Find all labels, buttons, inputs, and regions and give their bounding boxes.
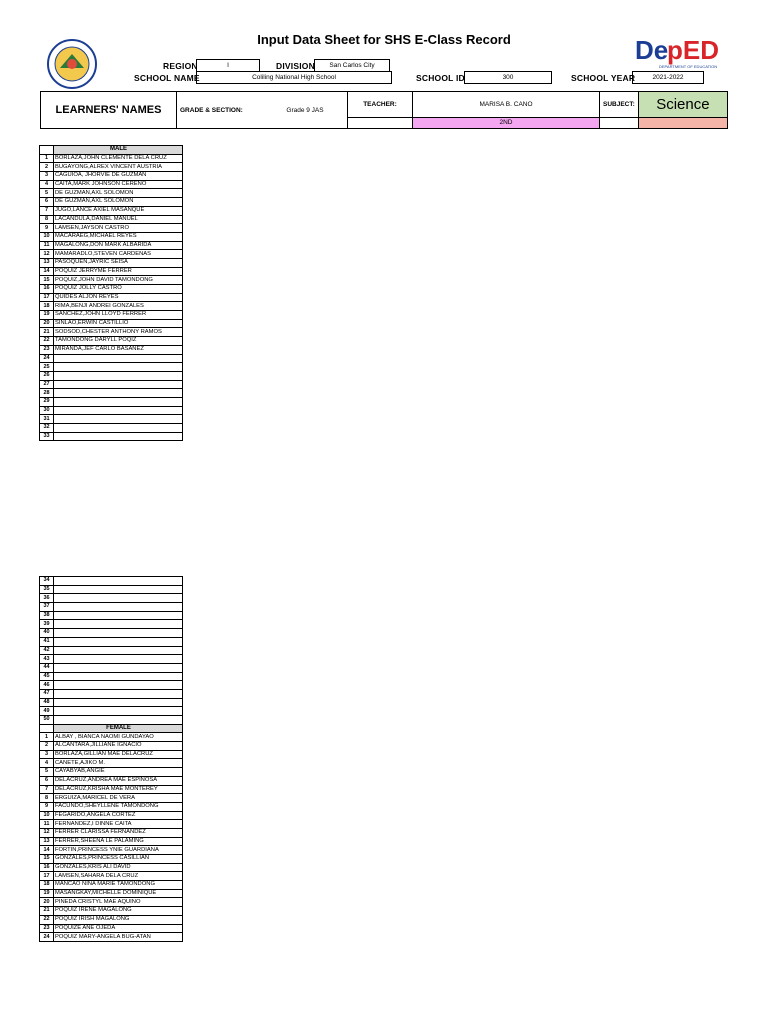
table-row [40, 603, 183, 612]
learner-name-cell[interactable] [54, 620, 183, 629]
learner-name-cell[interactable]: ALCANTARA,JILLIANE IGNACIO [54, 742, 183, 751]
region-label: REGION [163, 61, 198, 71]
table-row [40, 924, 183, 933]
learner-name-cell[interactable] [54, 363, 183, 372]
table-row [40, 363, 183, 372]
learner-name-cell[interactable] [54, 424, 183, 433]
table-row [40, 811, 183, 820]
learner-name-cell[interactable]: QUIDES ALJON REYES [54, 293, 183, 302]
school-year-field[interactable]: 2021-2022 [632, 71, 704, 84]
learner-name-cell[interactable]: ALBAY , BIANCA NAOMI GUNDAYAO [54, 733, 183, 742]
table-row [40, 672, 183, 681]
learner-name-cell[interactable]: RIMA,BENJI ANDREI GONZALES [54, 302, 183, 311]
table-row [40, 380, 183, 389]
table-row [40, 898, 183, 907]
table-row [40, 881, 183, 890]
table-row [40, 820, 183, 829]
row-number: 29 [40, 397, 54, 406]
table-row [40, 206, 183, 215]
row-number: 41 [40, 637, 54, 646]
table-row [40, 681, 183, 690]
row-number: 32 [40, 424, 54, 433]
grade-section-label: GRADE & SECTION: [177, 92, 264, 129]
row-number: 9 [40, 224, 54, 233]
table-row [40, 629, 183, 638]
learner-name-cell[interactable]: POQUIZ IRENE MAGALONG [54, 907, 183, 916]
row-number: 5 [40, 768, 54, 777]
learner-name-cell[interactable]: BUGAYONG,ALREX VINCENT AUSTRIA [54, 163, 183, 172]
row-number: 10 [40, 232, 54, 241]
learner-name-cell[interactable]: SANCHEZ,JOHN LLOYD FERRER [54, 311, 183, 320]
row-number: 45 [40, 672, 54, 681]
row-number: 26 [40, 371, 54, 380]
row-number: 28 [40, 389, 54, 398]
row-number: 6 [40, 198, 54, 207]
learner-name-cell[interactable]: FERRER,SHEENA LE PALAMING [54, 837, 183, 846]
row-number: 5 [40, 189, 54, 198]
table-row [40, 620, 183, 629]
class-header [40, 91, 728, 129]
learner-name-cell[interactable] [54, 611, 183, 620]
school-id-field[interactable]: 300 [464, 71, 552, 84]
table-row [40, 915, 183, 924]
male-list-part1 [39, 145, 183, 441]
row-number: 1 [40, 733, 54, 742]
row-number: 18 [40, 302, 54, 311]
learner-name-cell[interactable]: CAYABYAB,ANGIE [54, 768, 183, 777]
table-row [40, 585, 183, 594]
row-number: 22 [40, 915, 54, 924]
learner-name-cell[interactable]: POQUIZ,JOHN DAVID TAMONDONG [54, 276, 183, 285]
learner-name-cell[interactable] [54, 707, 183, 716]
table-row [40, 276, 183, 285]
learner-name-cell[interactable]: POQUIZ JOLLY CASTRO [54, 285, 183, 294]
learner-name-cell[interactable]: MAGALONG,DON MARK ALBARIDA [54, 241, 183, 250]
learner-name-cell[interactable] [54, 406, 183, 415]
learner-name-cell[interactable]: LAMSEN,SAHARA DELA CRUZ [54, 872, 183, 881]
row-number: 40 [40, 629, 54, 638]
row-number: 16 [40, 863, 54, 872]
table-row [40, 716, 183, 725]
row-number: 8 [40, 794, 54, 803]
row-number: 19 [40, 889, 54, 898]
table-row [40, 577, 183, 586]
table-row [40, 154, 183, 163]
row-number: 46 [40, 681, 54, 690]
learner-name-cell[interactable]: PINEDA CRISTYL MAE AQUINO [54, 898, 183, 907]
learner-name-cell[interactable] [54, 716, 183, 725]
learner-name-cell[interactable] [54, 655, 183, 664]
row-number: 12 [40, 828, 54, 837]
learner-name-cell[interactable] [54, 380, 183, 389]
table-row [40, 232, 183, 241]
deped-logo [633, 33, 729, 73]
table-row [40, 698, 183, 707]
row-number: 14 [40, 846, 54, 855]
learner-name-cell[interactable] [54, 354, 183, 363]
row-number: 50 [40, 716, 54, 725]
learner-name-cell[interactable] [54, 585, 183, 594]
svg-text:De: De [635, 35, 669, 65]
table-row [40, 707, 183, 716]
row-number: 27 [40, 380, 54, 389]
table-row [40, 397, 183, 406]
semester-value[interactable]: 2ND [413, 117, 600, 128]
learner-name-cell[interactable]: DELACRUZ,KRISHA MAE MONTEREY [54, 785, 183, 794]
row-number: 15 [40, 855, 54, 864]
table-row [40, 389, 183, 398]
learner-name-cell[interactable] [54, 603, 183, 612]
learner-name-cell[interactable]: GONZALES,PRINCESS CASILLIAN [54, 855, 183, 864]
table-row [40, 872, 183, 881]
row-number: 13 [40, 837, 54, 846]
table-row [40, 794, 183, 803]
learner-name-cell[interactable]: DE GUZMAN,AXL SOLOMON [54, 189, 183, 198]
learner-name-cell[interactable]: MAMARADLO,STEVEN CARDENAS [54, 250, 183, 259]
table-row [40, 742, 183, 751]
subject-value[interactable]: Science [638, 92, 727, 118]
learner-name-cell[interactable] [54, 629, 183, 638]
row-number: 25 [40, 363, 54, 372]
row-number: 23 [40, 345, 54, 354]
learner-name-cell[interactable]: CAGUIOA, JHORVIE DE GUZMAN [54, 172, 183, 181]
table-row [40, 933, 183, 942]
learner-name-cell[interactable]: JUGO,LANCE AXIEL MASANQUE [54, 206, 183, 215]
row-number: 38 [40, 611, 54, 620]
row-number: 11 [40, 241, 54, 250]
row-number: 7 [40, 206, 54, 215]
table-row [40, 646, 183, 655]
learner-name-cell[interactable]: LACANDULA,DANIEL MANUEL [54, 215, 183, 224]
learner-name-cell[interactable]: FEGARIDO,ANGELA CORTEZ [54, 811, 183, 820]
row-number: 4 [40, 180, 54, 189]
table-row [40, 293, 183, 302]
learner-name-cell[interactable] [54, 432, 183, 441]
learner-name-cell[interactable] [54, 397, 183, 406]
learner-name-cell[interactable]: MACARAEG,MICHAEL REYES [54, 232, 183, 241]
row-number: 7 [40, 785, 54, 794]
table-row [40, 302, 183, 311]
table-row [40, 733, 183, 742]
table-row [40, 371, 183, 380]
learner-name-cell[interactable]: POQUIZE ANE OJEDA [54, 924, 183, 933]
table-row [40, 768, 183, 777]
row-number: 6 [40, 776, 54, 785]
table-row [40, 180, 183, 189]
learner-name-cell[interactable]: SODSOD,CHESTER ANTHONY RAMOS [54, 328, 183, 337]
learner-name-cell[interactable]: FACUNDO,SHEYLLENE TAMONDONG [54, 802, 183, 811]
table-row [40, 224, 183, 233]
section-label: MALE [54, 146, 183, 155]
learner-name-cell[interactable] [54, 389, 183, 398]
learner-name-cell[interactable] [54, 689, 183, 698]
region-field[interactable]: I [196, 59, 260, 72]
row-number: 4 [40, 759, 54, 768]
division-field[interactable]: San Carlos City [314, 59, 390, 72]
table-row [40, 863, 183, 872]
learner-name-cell[interactable]: MASANGKAY,MICHELLE DOMINIQUE [54, 889, 183, 898]
row-number: 1 [40, 154, 54, 163]
row-number: 44 [40, 663, 54, 672]
learner-name-cell[interactable] [54, 698, 183, 707]
svg-text:pED: pED [667, 35, 719, 65]
row-number: 20 [40, 898, 54, 907]
row-number: 16 [40, 285, 54, 294]
row-number: 10 [40, 811, 54, 820]
row-number: 34 [40, 577, 54, 586]
teacher-value[interactable]: MARISA B. CANO [413, 92, 600, 118]
section-label: FEMALE [54, 724, 183, 733]
row-number: 20 [40, 319, 54, 328]
row-number: 13 [40, 258, 54, 267]
learner-name-cell[interactable]: MANCAO NINA MARIE TAMONDONG [54, 881, 183, 890]
subject-label: SUBJECT: [600, 92, 639, 118]
table-row [40, 846, 183, 855]
row-number: 47 [40, 689, 54, 698]
svg-text:DEPARTMENT OF EDUCATION: DEPARTMENT OF EDUCATION [659, 64, 718, 69]
row-number: 36 [40, 594, 54, 603]
row-number: 17 [40, 293, 54, 302]
learner-name-cell[interactable] [54, 415, 183, 424]
table-row [40, 837, 183, 846]
row-number: 24 [40, 354, 54, 363]
school-name-field[interactable]: Coliling National High School [196, 71, 392, 84]
learner-name-cell[interactable]: GONZALES,KRIS ALI DAVID [54, 863, 183, 872]
table-row [40, 611, 183, 620]
learner-name-cell[interactable]: BORLAZA,GILLIAN MAE DELACRUZ [54, 750, 183, 759]
row-number: 2 [40, 163, 54, 172]
section-header [40, 146, 183, 155]
table-row [40, 241, 183, 250]
learner-name-cell[interactable]: CANETE,AJIKO M. [54, 759, 183, 768]
learner-name-cell[interactable]: DE GUZMAN,AXL SOLOMON [54, 198, 183, 207]
row-number: 39 [40, 620, 54, 629]
learner-name-cell[interactable]: FORTIN,PRINCESS YNIE GUARDIANA [54, 846, 183, 855]
learner-name-cell[interactable]: POQUIZ JERRYME FERRER [54, 267, 183, 276]
learner-name-cell[interactable]: MIRANDA,JEF CARLO BASANEZ [54, 345, 183, 354]
table-row [40, 319, 183, 328]
blank-cell [40, 146, 54, 155]
row-number: 11 [40, 820, 54, 829]
learner-name-cell[interactable]: CAITA,MARK JOHNSON CERENO [54, 180, 183, 189]
table-row [40, 907, 183, 916]
row-number: 24 [40, 933, 54, 942]
row-number: 42 [40, 646, 54, 655]
row-number: 31 [40, 415, 54, 424]
table-row [40, 267, 183, 276]
row-number: 18 [40, 881, 54, 890]
school-name-label: SCHOOL NAME [134, 73, 200, 83]
learner-name-cell[interactable] [54, 637, 183, 646]
table-row [40, 198, 183, 207]
table-row [40, 750, 183, 759]
table-row [40, 424, 183, 433]
table-row [40, 802, 183, 811]
table-row [40, 855, 183, 864]
table-row [40, 759, 183, 768]
row-number: 2 [40, 742, 54, 751]
table-row [40, 345, 183, 354]
row-number: 23 [40, 924, 54, 933]
male-list-part2 [39, 576, 183, 942]
row-number: 33 [40, 432, 54, 441]
learner-name-cell[interactable] [54, 577, 183, 586]
row-number: 49 [40, 707, 54, 716]
table-row [40, 776, 183, 785]
table-row [40, 663, 183, 672]
learner-name-cell[interactable] [54, 681, 183, 690]
row-number: 3 [40, 172, 54, 181]
row-number: 3 [40, 750, 54, 759]
row-number: 8 [40, 215, 54, 224]
table-row [40, 432, 183, 441]
school-year-label: SCHOOL YEAR [571, 73, 636, 83]
learner-name-cell[interactable]: ERGUIZA,MARICEL DE VERA [54, 794, 183, 803]
table-row [40, 828, 183, 837]
table-row [40, 637, 183, 646]
table-row [40, 415, 183, 424]
table-row [40, 311, 183, 320]
table-row [40, 354, 183, 363]
subject-color-cell [638, 117, 727, 128]
table-row [40, 285, 183, 294]
learner-name-cell[interactable] [54, 646, 183, 655]
page-title: Input Data Sheet for SHS E-Class Record [257, 32, 511, 47]
school-id-label: SCHOOL ID [416, 73, 465, 83]
row-number: 48 [40, 698, 54, 707]
row-number: 35 [40, 585, 54, 594]
table-row [40, 655, 183, 664]
table-row [40, 889, 183, 898]
section-header [40, 724, 183, 733]
table-row [40, 594, 183, 603]
table-row [40, 258, 183, 267]
blank-cell [40, 724, 54, 733]
table-row [40, 406, 183, 415]
table-row [40, 337, 183, 346]
row-number: 21 [40, 328, 54, 337]
learner-name-cell[interactable]: POQUIZ IRISH MAGALONG [54, 915, 183, 924]
learner-name-cell[interactable] [54, 663, 183, 672]
learner-name-cell[interactable]: FERNANDEZ,I DINNE CAITA [54, 820, 183, 829]
learner-name-cell[interactable]: TAMONDONG DARYLL POQIZ [54, 337, 183, 346]
learners-names-heading: LEARNERS' NAMES [41, 92, 177, 129]
row-number: 19 [40, 311, 54, 320]
table-row [40, 163, 183, 172]
learner-name-cell[interactable]: POQUIZ MARY-ANGELA BUG-ATAN [54, 933, 183, 942]
row-number: 30 [40, 406, 54, 415]
table-row [40, 689, 183, 698]
learner-name-cell[interactable]: FERRER CLARISSA FERNANDEZ [54, 828, 183, 837]
row-number: 17 [40, 872, 54, 881]
row-number: 12 [40, 250, 54, 259]
table-row [40, 172, 183, 181]
table-row [40, 785, 183, 794]
row-number: 14 [40, 267, 54, 276]
row-number: 43 [40, 655, 54, 664]
learner-name-cell[interactable]: LAMSEN,JAYSON CASTRO [54, 224, 183, 233]
learner-name-cell[interactable]: SINLAO,ERWIN CASTILLIO [54, 319, 183, 328]
blank-cell [348, 117, 413, 128]
learner-name-cell[interactable] [54, 371, 183, 380]
learner-name-cell[interactable]: PASOQUEN,JAYRIC SEISA [54, 258, 183, 267]
row-number: 15 [40, 276, 54, 285]
learner-name-cell[interactable]: DELACRUZ,ANDREA MAE ESPINOSA [54, 776, 183, 785]
teacher-label: TEACHER: [348, 92, 413, 118]
table-row [40, 189, 183, 198]
table-row [40, 215, 183, 224]
deped-seal-icon [46, 38, 98, 90]
learner-name-cell[interactable] [54, 594, 183, 603]
table-row [40, 250, 183, 259]
blank-cell [600, 117, 639, 128]
row-number: 9 [40, 802, 54, 811]
row-number: 22 [40, 337, 54, 346]
row-number: 37 [40, 603, 54, 612]
learner-name-cell[interactable]: BORLAZA,JOHN CLEMENTE DELA CRUZ [54, 154, 183, 163]
table-row [40, 328, 183, 337]
row-number: 21 [40, 907, 54, 916]
learner-name-cell[interactable] [54, 672, 183, 681]
division-label: DIVISION [276, 61, 315, 71]
grade-section-value[interactable]: Grade 9 JAS [263, 92, 348, 129]
